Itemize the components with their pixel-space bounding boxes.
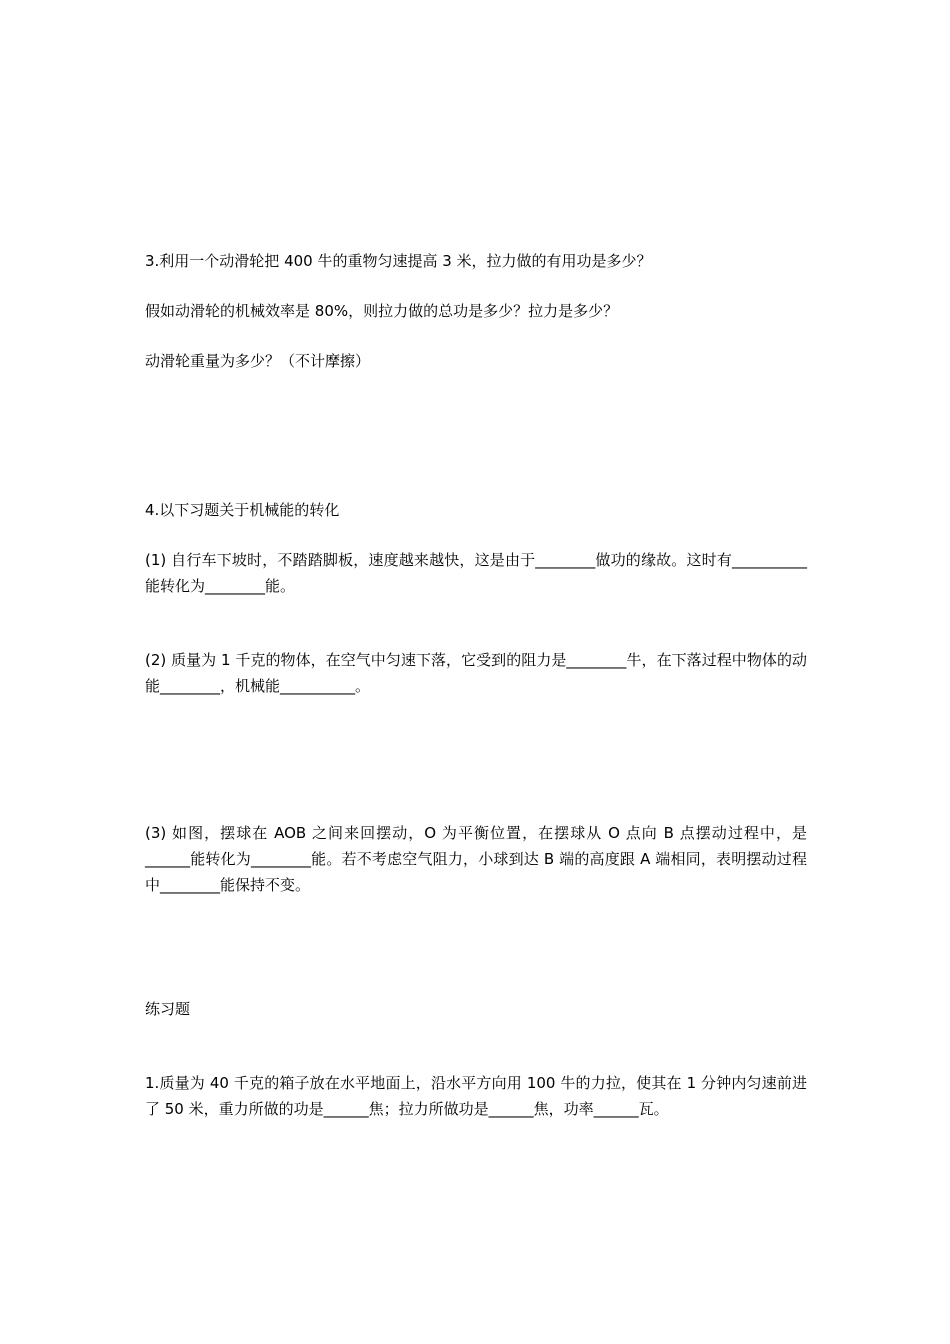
practice-title: 练习题	[145, 1000, 191, 1018]
question-3-line-1: 3.利用一个动滑轮把 400 牛的重物匀速提高 3 米，拉力做的有用功是多少？	[145, 252, 652, 270]
practice-question-1: 1.质量为 40 千克的箱子放在水平地面上，沿水平方向用 100 牛的力拉，使其在 1 分钟内匀速前进了 50 米，重力所做的功是______焦；拉力所做功是______焦，功率______瓦。	[145, 1074, 807, 1118]
question-3-line-2: 假如动滑轮的机械效率是 80%，则拉力做的总功是多少？拉力是多少？	[145, 302, 619, 320]
question-4-part-1: (1) 自行车下坡时，不踏踏脚板，速度越来越快，这是由于________做功的缘故。这时有__________能转化为________能。	[145, 551, 807, 595]
question-4-part-3: (3) 如图，摆球在 AOB 之间来回摆动，O 为平衡位置，在摆球从 O 点向 B 点摆动过程中，是______能转化为________能。若不考虑空气阻力，小球到达 B 端的高度跟 A 端相同，表明摆动过程中________能保持不变。	[145, 824, 807, 894]
question-4-part-2: (2) 质量为 1 千克的物体，在空气中匀速下落，它受到的阻力是________牛，在下落过程中物体的动能________，机械能__________。	[145, 651, 807, 695]
question-3-line-3: 动滑轮重量为多少？（不计摩擦）	[145, 352, 371, 370]
question-4-title: 4.以下习题关于机械能的转化	[145, 501, 340, 519]
